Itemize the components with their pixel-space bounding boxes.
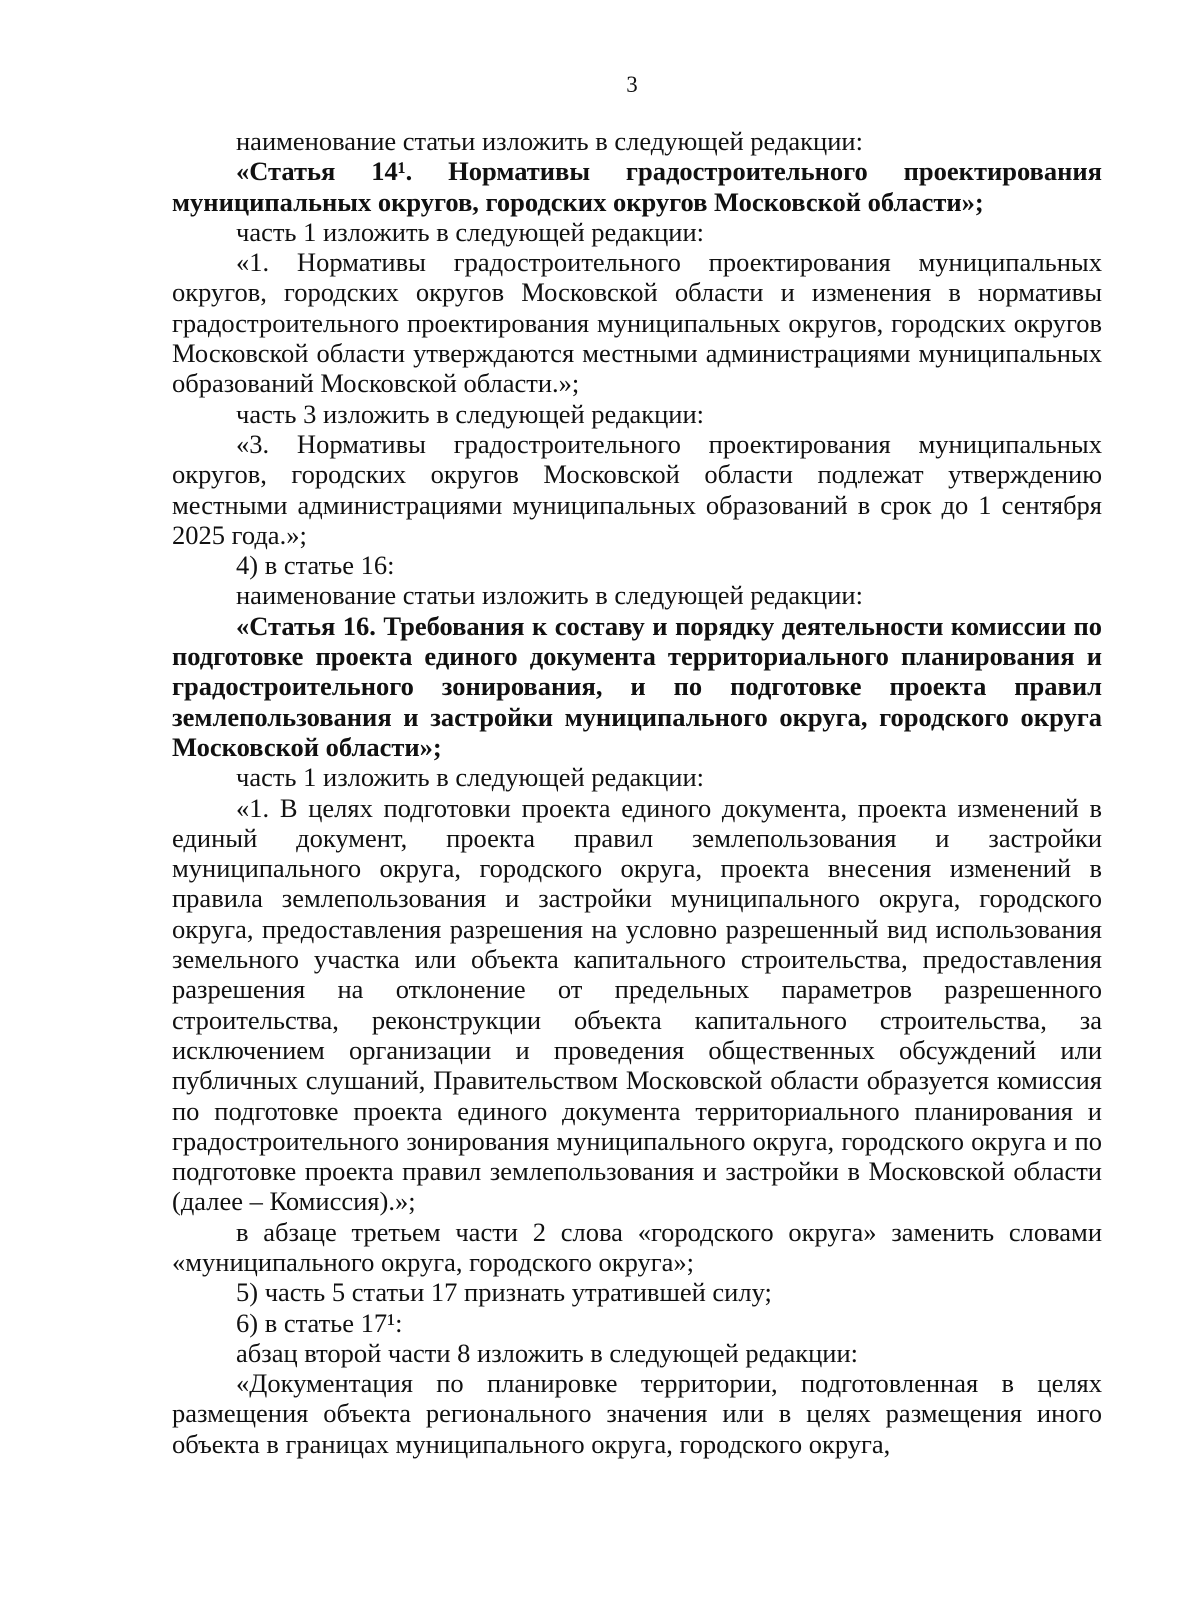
paragraph: в абзаце третьем части 2 слова «городского округа» заменить словами «муниципального округа, городского округа»; [172, 1216, 1102, 1277]
paragraph: часть 3 изложить в следующей редакции: [236, 398, 704, 429]
paragraph: «Документация по планировке территории, подготовленная в целях размещения объекта регионального значения или в целях размещения иного объекта в границах муниципального округа, городского округа, [172, 1368, 1102, 1459]
paragraph: часть 1 изложить в следующей редакции: [236, 762, 704, 793]
paragraph: 6) в статье 17¹: [236, 1307, 403, 1338]
article-heading: «Статья 16. Требования к составу и порядку деятельности комиссии по подготовке проекта единого документа территориального планирования и градостроительного зонирования, и по подготовке проекта правил землепользования и застройки муниципального округа, городского округа Московской области»; [172, 610, 1102, 762]
paragraph: наименование статьи изложить в следующей редакции: [236, 126, 863, 156]
article-heading: «Статья 14¹. Нормативы градостроительного проектирования муниципальных округов, городских округов Московской области»; [172, 156, 1102, 217]
paragraph: наименование статьи изложить в следующей редакции: [236, 580, 863, 611]
paragraph: «1. Нормативы градостроительного проектирования муниципальных округов, городских округов Московской области и изменения в нормативы градостроительного проектирования муниципальных округов, городских округов Московской области утверждаются местными администрациями муниципальных образований Московской области.»; [172, 247, 1102, 399]
paragraph: 4) в статье 16: [236, 550, 395, 581]
page-number: 3 [626, 72, 638, 97]
document-body [172, 126, 1102, 1459]
paragraph: «3. Нормативы градостроительного проектирования муниципальных округов, городских округов Московской области подлежат утверждению местными администрациями муниципальных образований в срок до 1 сентября 2025 года.»; [172, 428, 1102, 550]
paragraph: часть 1 изложить в следующей редакции: [236, 216, 704, 247]
paragraph: 5) часть 5 статьи 17 признать утратившей силу; [236, 1277, 772, 1308]
paragraph: «1. В целях подготовки проекта единого документа, проекта изменений в единый документ, проекта правил землепользования и застройки муниципального округа, городского округа, проекта внесения изменений в правила землепользования и застройки муниципального округа, городского округа, предоставления разрешения на условно разрешенный вид использования земельного участка или объекта капитального строительства, предоставления разрешения на отклонение от предельных параметров разрешенного строительства, реконструкции объекта капитального строительства, за исключением организации и проведения общественных обсуждений или публичных слушаний, Правительством Московской области образуется комиссия по подготовке проекта единого документа территориального планирования и градостроительного зонирования муниципального округа, городского округа и по подготовке проекта правил землепользования и застройки в Московской области (далее – Комиссия).»; [172, 792, 1102, 1217]
paragraph: абзац второй части 8 изложить в следующей редакции: [236, 1337, 859, 1368]
